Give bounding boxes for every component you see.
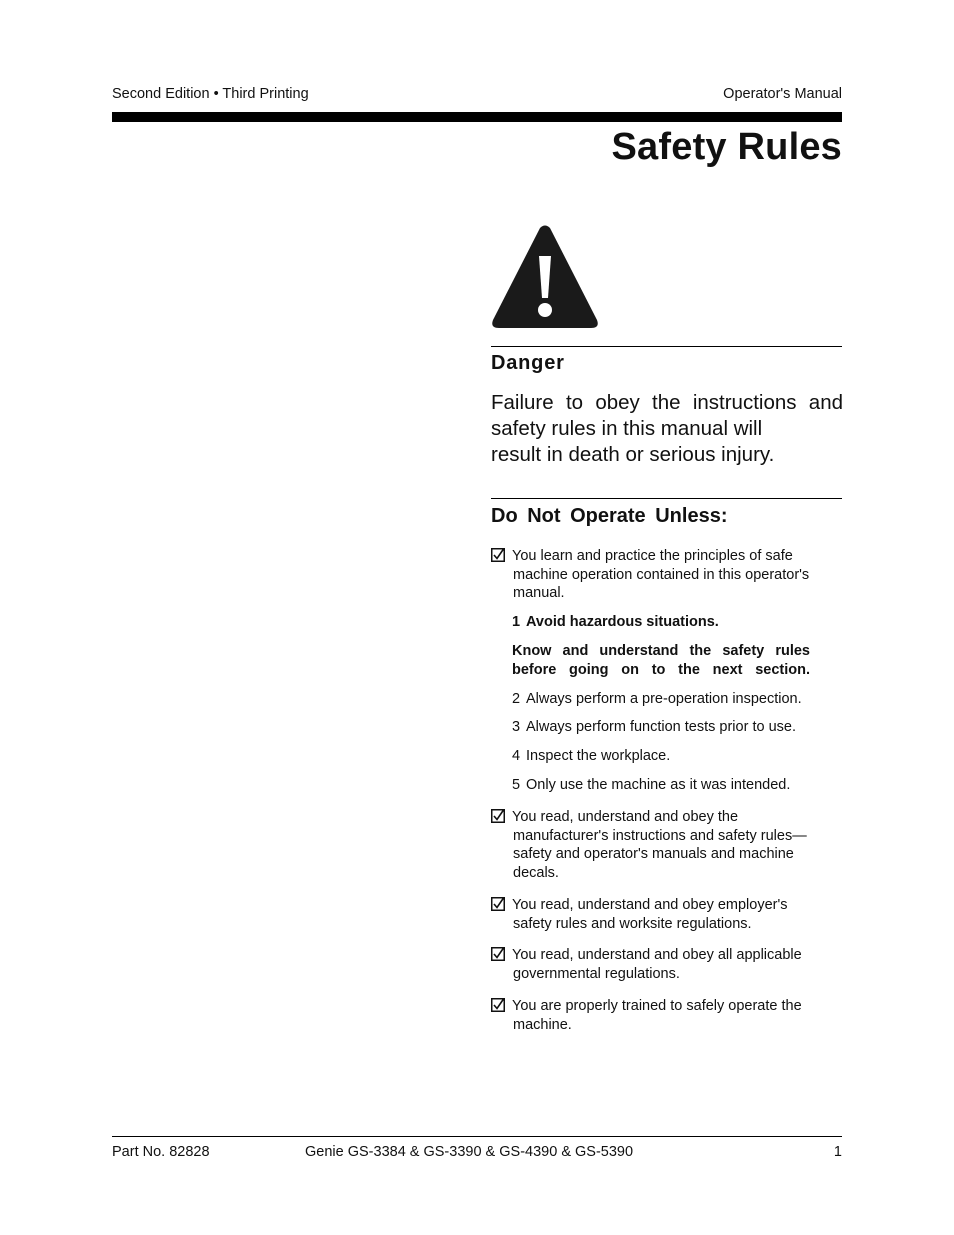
requirement-item bbox=[512, 896, 837, 933]
step-number: 3 bbox=[512, 719, 521, 735]
item-line: manual. bbox=[513, 585, 565, 601]
step-number: 1 bbox=[512, 614, 521, 630]
footer-part-number: Part No. 82828 bbox=[112, 1144, 210, 1160]
item-line: decals. bbox=[513, 864, 559, 881]
danger-text bbox=[491, 390, 843, 468]
checked-box-icon bbox=[491, 548, 505, 562]
checked-box-icon bbox=[491, 947, 505, 961]
step-number: 5 bbox=[512, 777, 521, 793]
step-text: Always perform function tests prior to use. bbox=[526, 719, 796, 735]
danger-line: result in death or serious injury. bbox=[491, 443, 775, 466]
step-4 bbox=[512, 747, 812, 766]
header-bar bbox=[112, 112, 842, 122]
note-line: Know and understand the safety rules bbox=[512, 643, 810, 659]
note-line: before going on to the next section. bbox=[512, 661, 810, 678]
step-5 bbox=[512, 776, 812, 795]
step-text: Only use the machine as it was intended. bbox=[526, 777, 791, 793]
warning-triangle-icon bbox=[490, 224, 600, 330]
do-not-operate-heading: Do Not Operate Unless: bbox=[491, 505, 728, 527]
item-line: safety rules and worksite regulations. bbox=[513, 915, 752, 932]
step-1 bbox=[512, 613, 812, 632]
danger-heading: Danger bbox=[491, 352, 565, 374]
divider bbox=[491, 498, 842, 499]
item-line: You learn and practice the principles of safe bbox=[512, 548, 793, 564]
checked-box-icon bbox=[491, 897, 505, 911]
step-3 bbox=[512, 718, 812, 737]
safety-note bbox=[512, 642, 810, 679]
step-text: Always perform a pre-operation inspection. bbox=[526, 691, 802, 707]
footer-models: Genie GS-3384 & GS-3390 & GS-4390 & GS-5390 bbox=[305, 1144, 634, 1160]
item-line: You read, understand and obey all applicable bbox=[512, 947, 802, 963]
checked-box-icon bbox=[491, 998, 505, 1012]
requirement-item bbox=[512, 808, 837, 882]
requirement-item bbox=[512, 946, 837, 983]
requirement-item bbox=[512, 547, 837, 603]
danger-line: safety rules in this manual will bbox=[491, 417, 763, 440]
footer-divider bbox=[112, 1136, 842, 1137]
item-line: machine. bbox=[513, 1016, 572, 1033]
item-line: machine operation contained in this operator's bbox=[513, 566, 810, 583]
step-number: 2 bbox=[512, 691, 521, 707]
step-text: Inspect the workplace. bbox=[526, 748, 671, 764]
checked-box-icon bbox=[491, 809, 505, 823]
item-line: safety and operator's manuals and machine bbox=[513, 846, 794, 862]
page-title: Safety Rules bbox=[611, 126, 842, 168]
step-2 bbox=[512, 690, 812, 709]
item-line: You read, understand and obey the bbox=[512, 809, 739, 825]
header-manual-type: Operator's Manual bbox=[723, 86, 842, 102]
step-number: 4 bbox=[512, 748, 521, 764]
requirement-item bbox=[512, 997, 837, 1034]
item-line: You read, understand and obey employer's bbox=[512, 897, 788, 913]
page-number: 1 bbox=[833, 1144, 842, 1160]
header-edition: Second Edition • Third Printing bbox=[112, 86, 309, 102]
divider bbox=[491, 346, 842, 347]
danger-line: Failure to obey the instructions and bbox=[491, 391, 843, 414]
item-line: manufacturer's instructions and safety rules— bbox=[513, 827, 807, 844]
item-line: You are properly trained to safely operate the bbox=[512, 998, 802, 1014]
item-line: governmental regulations. bbox=[513, 965, 680, 982]
step-text: Avoid hazardous situations. bbox=[526, 614, 719, 630]
